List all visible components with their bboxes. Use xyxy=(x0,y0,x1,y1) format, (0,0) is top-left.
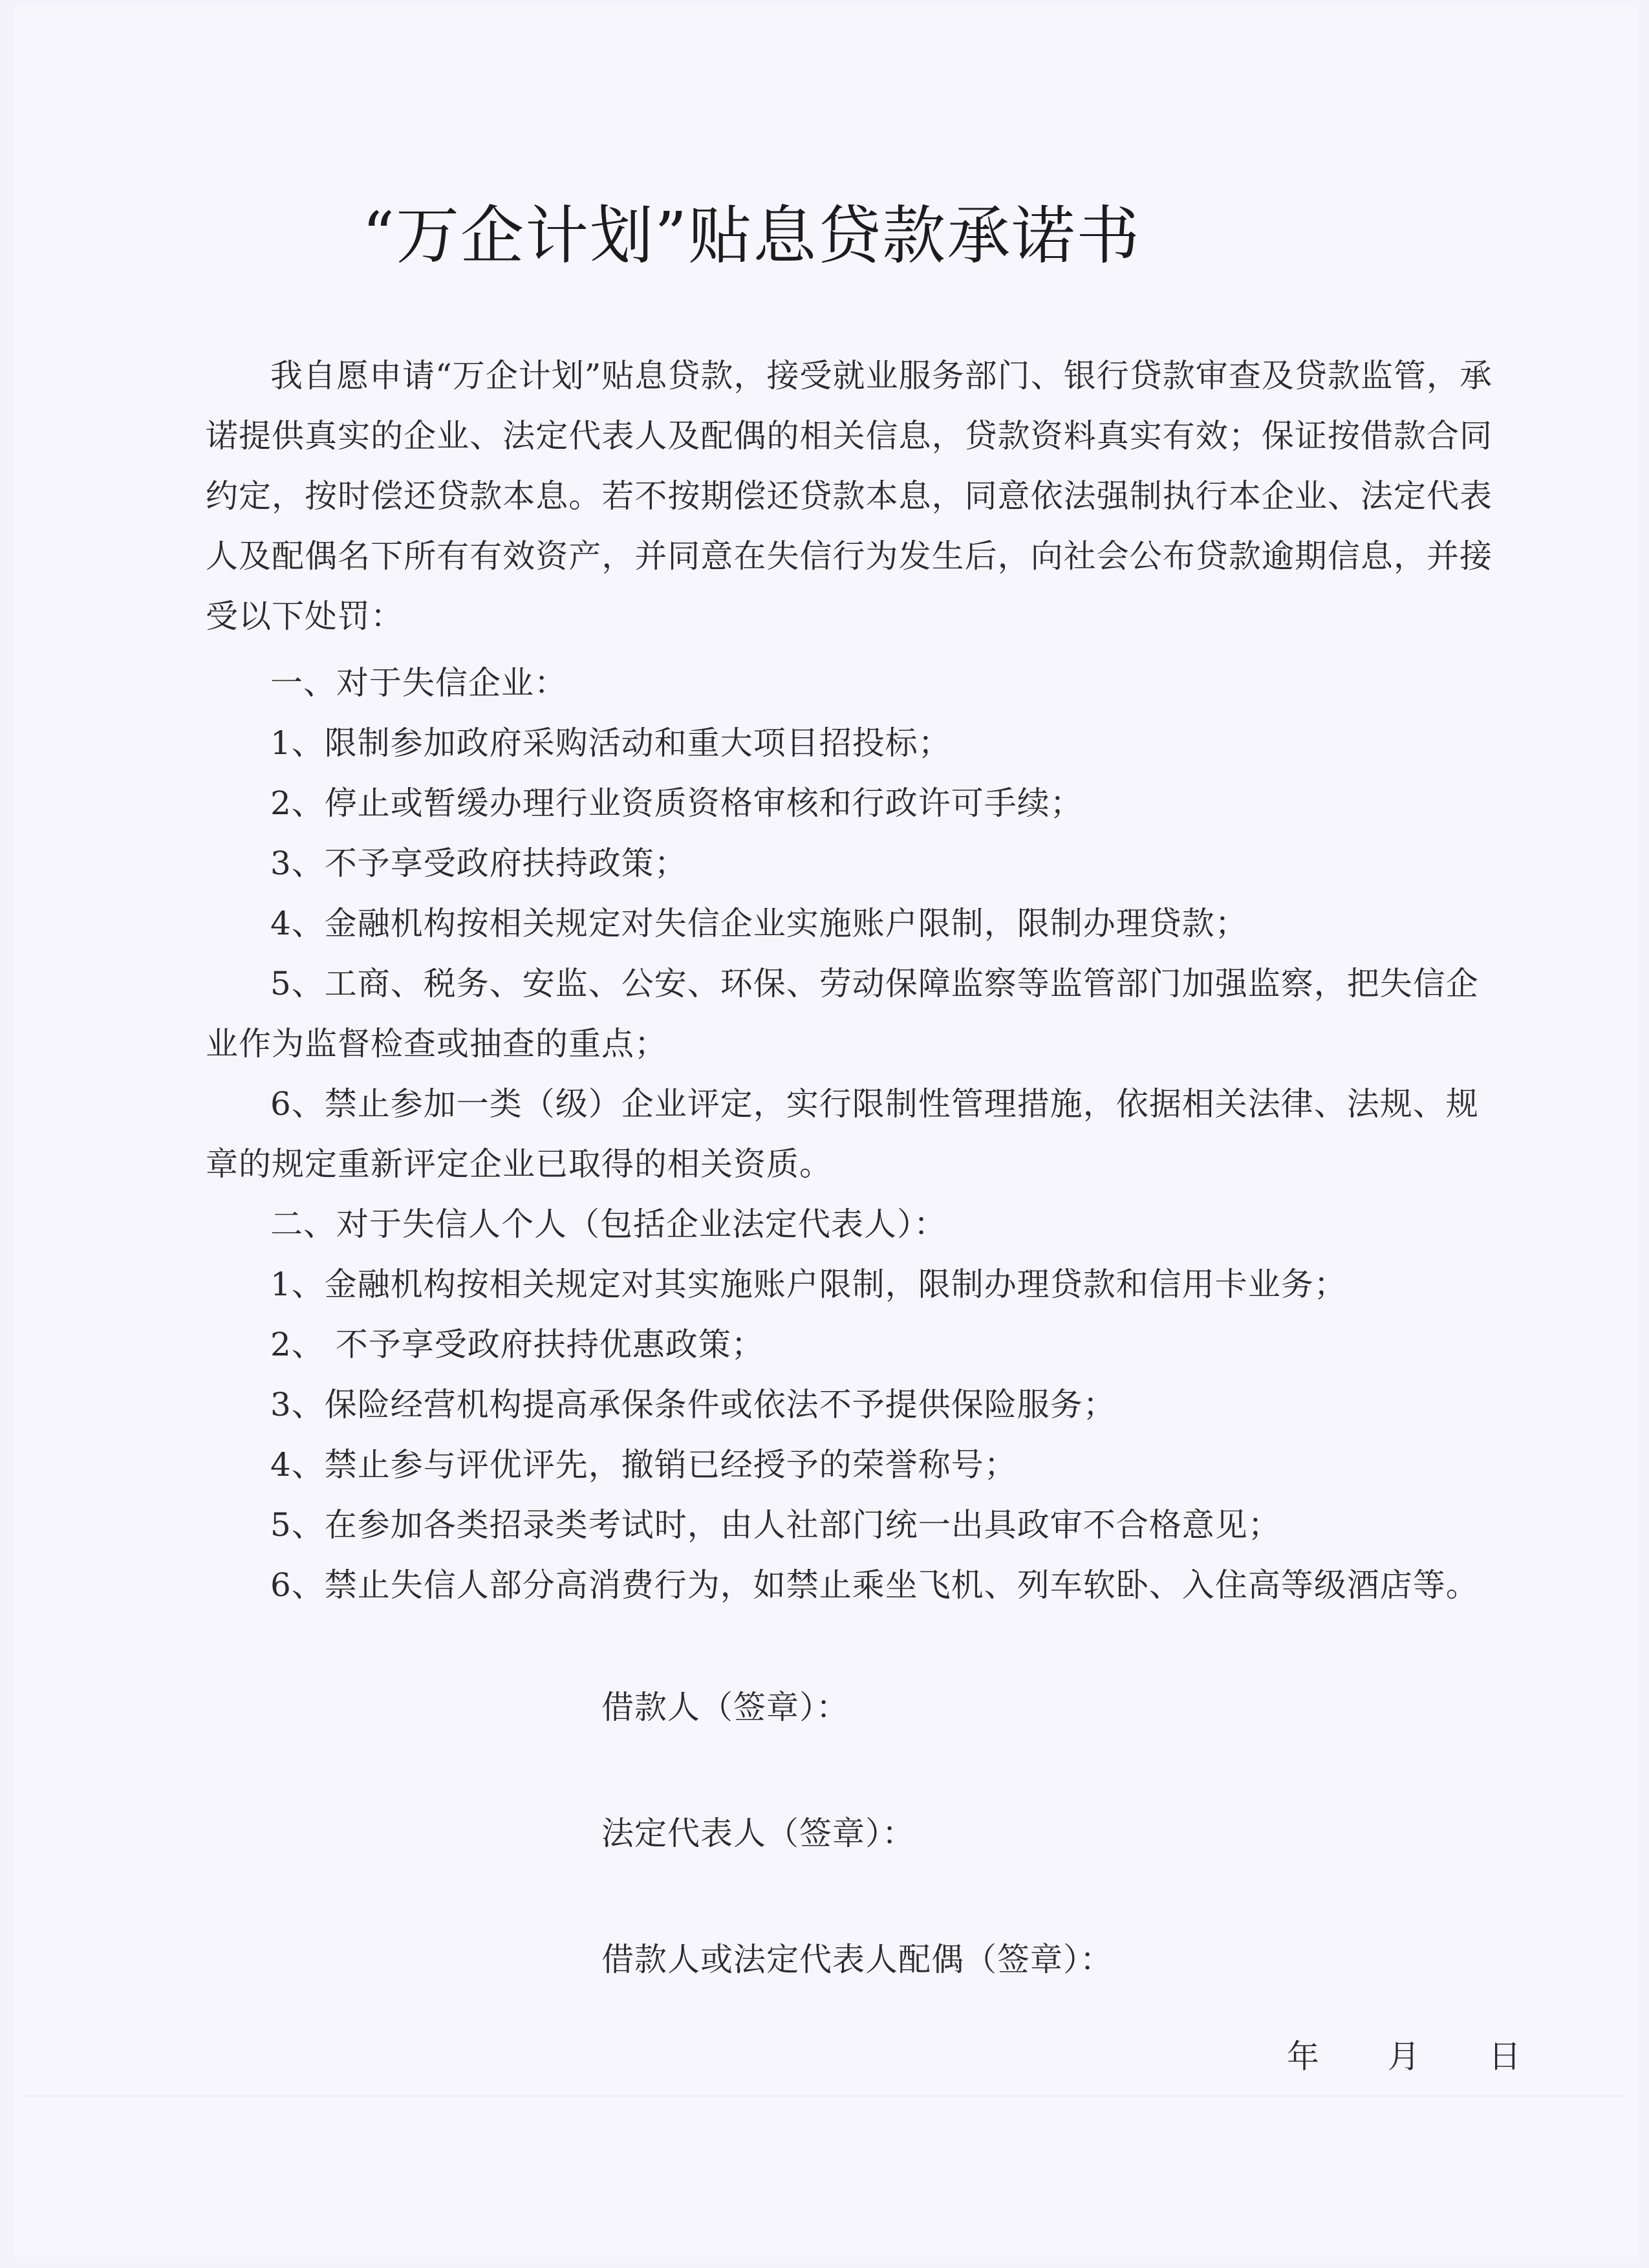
date-month: 月 xyxy=(1387,2038,1420,2075)
section1-item-1: 1、限制参加政府采购活动和重大项目招投标； xyxy=(270,724,951,762)
date-year: 年 xyxy=(1287,2038,1319,2075)
section1-item-6: 6、禁止参加一类（级）企业评定，实行限制性管理措施，依据相关法律、法规、规章的规定重新评定企业已取得的相关资质。 xyxy=(206,1085,1479,1183)
section2-item-5: 5、在参加各类招录类考试时，由人社部门统一出具政审不合格意见； xyxy=(270,1506,1281,1544)
section1-heading: 一、对于失信企业： xyxy=(270,664,567,702)
section1-item-2: 2、停止或暂缓办理行业资质资格审核和行政许可手续； xyxy=(270,784,1083,822)
section2-item-1: 1、金融机构按相关规定对其实施账户限制，限制办理贷款和信用卡业务； xyxy=(270,1266,1347,1303)
date-day: 日 xyxy=(1488,2038,1521,2075)
date-line xyxy=(1287,2031,1521,2082)
section1-item-4: 4、金融机构按相关规定对失信企业实施账户限制，限制办理贷款； xyxy=(270,905,1248,942)
section2-heading: 二、对于失信人个人（包括企业法定代表人）： xyxy=(270,1205,947,1243)
section2-item-6: 6、禁止失信人部分高消费行为，如禁止乘坐飞机、列车软卧、入住高等级酒店等。 xyxy=(270,1566,1479,1604)
section1-item-5: 5、工商、税务、安监、公安、环保、劳动保障监察等监管部门加强监察，把失信企业作为监督检查或抽查的重点； xyxy=(206,965,1479,1063)
spouse-signature-line: 借款人或法定代表人配偶（签章）： xyxy=(601,1941,1113,1978)
section2-item-4: 4、禁止参与评优评先，撤销已经授予的荣誉称号； xyxy=(270,1446,1017,1484)
section1-item-3: 3、不予享受政府扶持政策； xyxy=(270,845,687,882)
borrower-signature-line: 借款人（签章）： xyxy=(601,1689,849,1726)
section2-item-2: 2、 不予享受政府扶持优惠政策； xyxy=(270,1326,764,1363)
document-title: “万企计划”贴息贷款承诺书 xyxy=(362,199,1141,273)
section2-item-3: 3、保险经营机构提高承保条件或依法不予提供保险服务； xyxy=(270,1386,1116,1423)
legal-rep-signature-line: 法定代表人（签章）： xyxy=(601,1815,915,1852)
intro-paragraph: 我自愿申请“万企计划”贴息贷款，接受就业服务部门、银行贷款审查及贷款监管，承诺提供真实的企业、法定代表人及配偶的相关信息，贷款资料真实有效；保证按借款合同约定，按时偿还贷款本息。若不按期偿还贷款本息，同意依法强制执行本企业、法定代表人及配偶名下所有有效资产，并同意在失信行为发生后，向社会公布贷款逾期信息，并接受以下处罚： xyxy=(206,357,1493,635)
page-fold-line xyxy=(26,2095,1623,2097)
